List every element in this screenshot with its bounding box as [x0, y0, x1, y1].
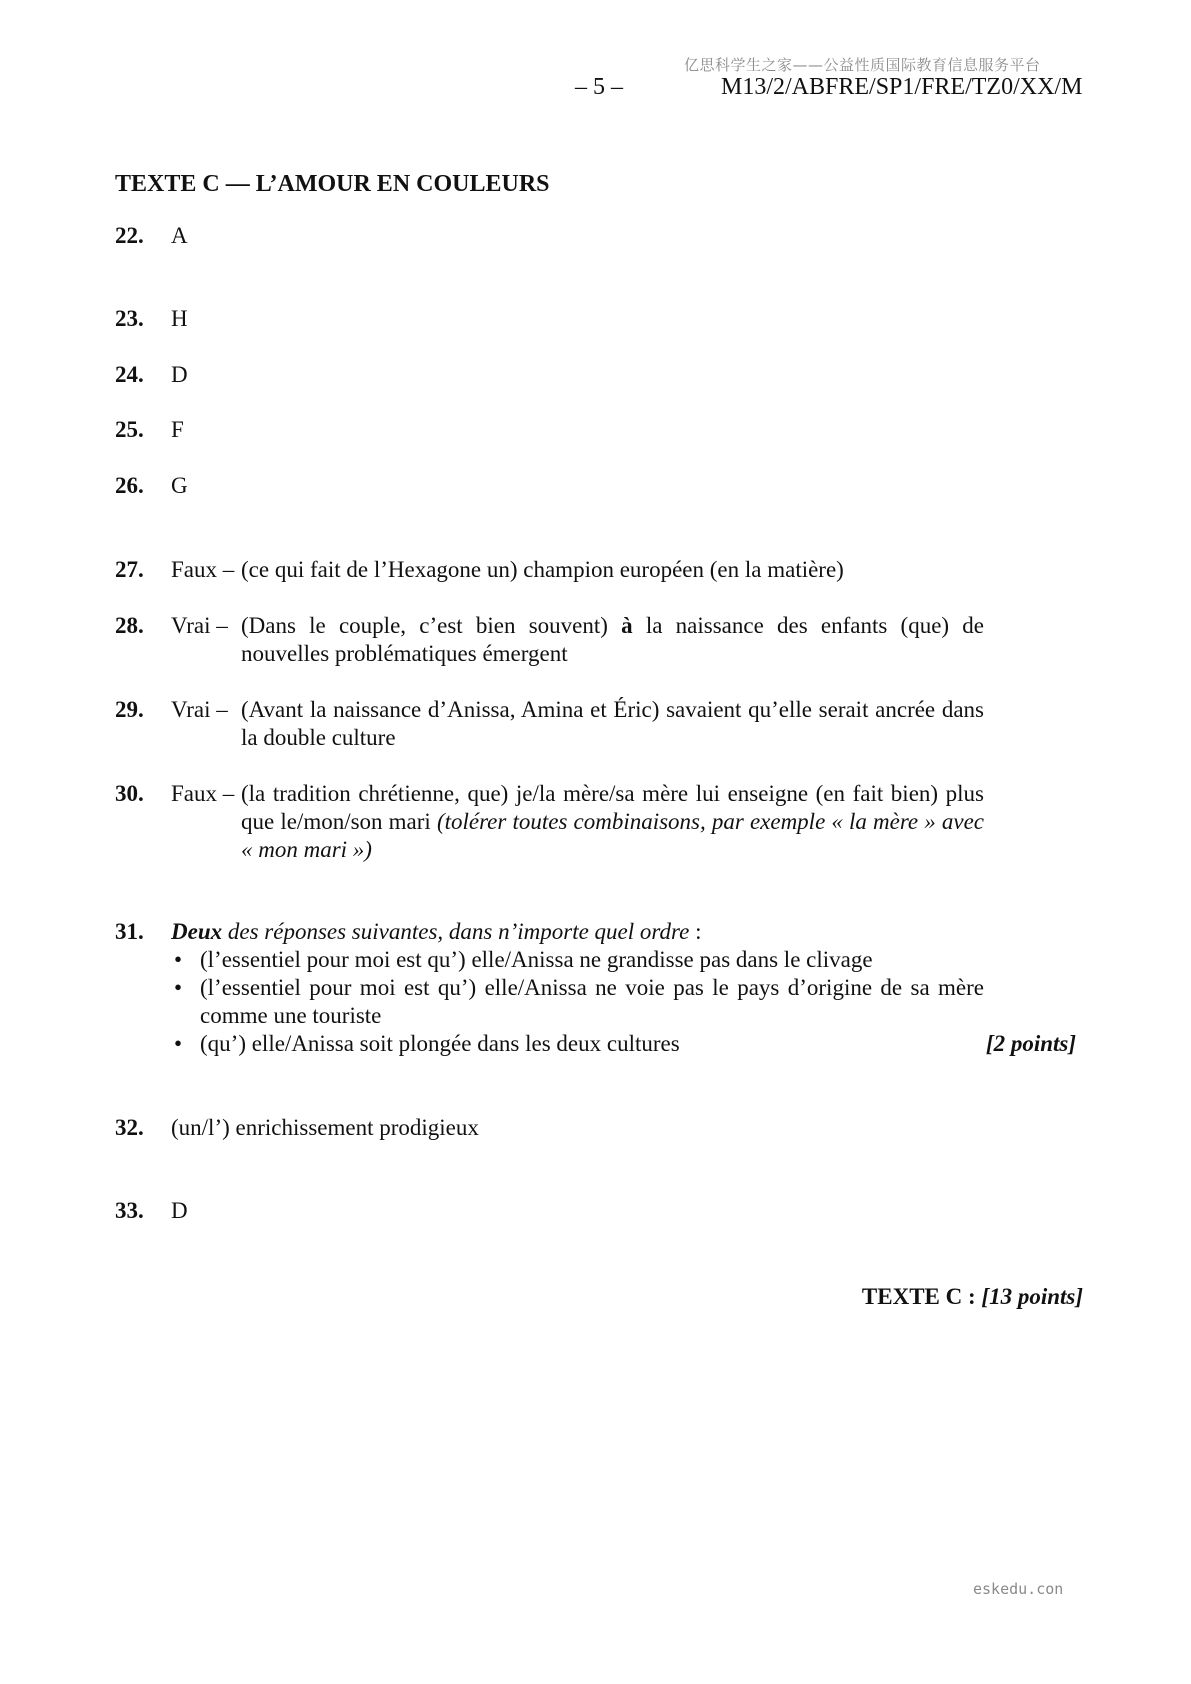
verdict: Faux – — [171, 557, 235, 582]
answer: D — [171, 362, 188, 387]
list-item — [171, 974, 1085, 1030]
verdict: Faux – — [171, 781, 235, 806]
page-number: – 5 – — [575, 74, 623, 100]
list-item — [171, 946, 1085, 974]
instruction-emphasis: Deux — [171, 919, 223, 944]
question-number: 29. — [115, 697, 144, 722]
total-points: [13 points] — [981, 1284, 1083, 1309]
footer-watermark: eskedu.con — [973, 1580, 1064, 1598]
justification — [241, 612, 984, 668]
list-item-text: (l’essentiel pour moi est qu’) elle/Anissa ne grandisse pas dans le clivage — [200, 947, 873, 972]
question-number: 25. — [115, 417, 144, 442]
question-number: 30. — [115, 781, 144, 806]
answer-list — [171, 946, 1085, 1058]
justification: (ce qui fait de l’Hexagone un) champion européen (en la matière) — [241, 557, 844, 582]
question-number: 33. — [115, 1198, 144, 1223]
verdict: Vrai – — [171, 697, 228, 722]
justification — [241, 780, 984, 864]
justification-part: la naissance des enfants (que) de nouvelles problématiques émergent — [241, 613, 984, 666]
list-instruction — [171, 918, 701, 946]
question-number: 22. — [115, 223, 144, 248]
question-number: 32. — [115, 1115, 144, 1140]
answer: (un/l’) enrichissement prodigieux — [171, 1115, 479, 1140]
answer: A — [171, 223, 188, 248]
instruction-text: des réponses suivantes, dans n’importe quel ordre — [222, 919, 690, 944]
header-watermark: 亿思科学生之家——公益性质国际教育信息服务平台 — [684, 56, 1041, 74]
answer: H — [171, 306, 188, 331]
question-number: 28. — [115, 613, 144, 638]
document-code: M13/2/ABFRE/SP1/FRE/TZ0/XX/M — [721, 74, 1083, 100]
question-number: 24. — [115, 362, 144, 387]
question-number: 31. — [115, 919, 144, 944]
bullet-icon: • — [174, 1031, 183, 1056]
bullet-icon: • — [174, 975, 183, 1000]
instruction-colon: : — [689, 919, 702, 944]
list-item-text: (l’essentiel pour moi est qu’) elle/Anissa ne voie pas le pays d’origine de sa mère comme une touriste — [200, 975, 984, 1028]
question-number: 26. — [115, 473, 144, 498]
list-item-text: (qu’) elle/Anissa soit plongée dans les deux cultures — [200, 1031, 680, 1056]
points-badge: [2 points] — [985, 1031, 1076, 1056]
marker-note: (tolérer toutes combinaisons, par exemple « la mère » avec « mon mari ») — [241, 809, 984, 862]
section-total — [862, 1284, 1083, 1310]
justification-part: (la tradition chrétienne, que) je/la mère/sa mère lui enseigne (en fait bien) plus que le/mon/son mari — [241, 781, 984, 834]
total-label: TEXTE C : — [861, 1284, 982, 1309]
answer: D — [171, 1198, 188, 1223]
justification-part: (Dans le couple, c’est bien souvent) — [241, 613, 622, 638]
question-number: 27. — [115, 557, 144, 582]
verdict: Vrai – — [171, 613, 228, 638]
list-item — [171, 1030, 1085, 1058]
justification: (Avant la naissance d’Anissa, Amina et Éric) savaient qu’elle serait ancrée dans la double culture — [241, 697, 984, 750]
answer: F — [171, 417, 184, 442]
section-title: TEXTE C — L’AMOUR EN COULEURS — [115, 171, 550, 197]
answer: G — [171, 473, 188, 498]
emphasis: à — [621, 613, 633, 638]
question-number: 23. — [115, 306, 144, 331]
bullet-icon: • — [174, 947, 183, 972]
